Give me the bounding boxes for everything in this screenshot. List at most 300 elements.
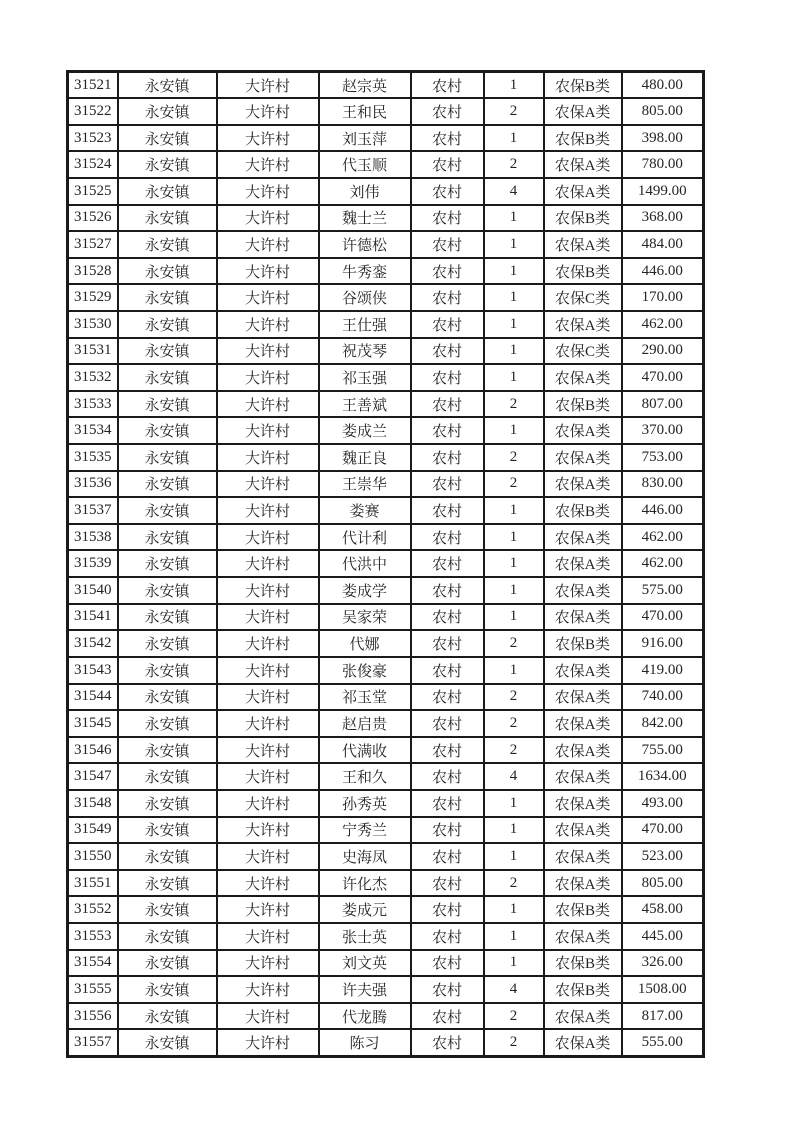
cell-village: 大许村 bbox=[217, 976, 319, 1003]
cell-id: 31552 bbox=[68, 896, 118, 923]
cell-person_count: 1 bbox=[484, 923, 544, 950]
cell-person_count: 2 bbox=[484, 710, 544, 737]
cell-name: 刘伟 bbox=[319, 178, 411, 205]
table-row bbox=[68, 1003, 704, 1030]
cell-person_count: 1 bbox=[484, 577, 544, 604]
cell-id: 31523 bbox=[68, 125, 118, 152]
table-row bbox=[68, 205, 704, 232]
cell-person_count: 1 bbox=[484, 258, 544, 285]
cell-amount: 523.00 bbox=[622, 843, 704, 870]
cell-town: 永安镇 bbox=[118, 391, 217, 418]
cell-town: 永安镇 bbox=[118, 577, 217, 604]
cell-name: 许化杰 bbox=[319, 870, 411, 897]
cell-id: 31529 bbox=[68, 284, 118, 311]
cell-name: 娄成元 bbox=[319, 896, 411, 923]
cell-town: 永安镇 bbox=[118, 258, 217, 285]
table-row bbox=[68, 550, 704, 577]
cell-person_count: 1 bbox=[484, 497, 544, 524]
cell-id: 31531 bbox=[68, 338, 118, 365]
cell-amount: 462.00 bbox=[622, 311, 704, 338]
cell-id: 31539 bbox=[68, 550, 118, 577]
cell-name: 代计利 bbox=[319, 524, 411, 551]
cell-town: 永安镇 bbox=[118, 976, 217, 1003]
cell-town: 永安镇 bbox=[118, 231, 217, 258]
cell-residence_type: 农村 bbox=[411, 630, 484, 657]
table-row bbox=[68, 311, 704, 338]
cell-village: 大许村 bbox=[217, 1029, 319, 1056]
cell-amount: 458.00 bbox=[622, 896, 704, 923]
cell-town: 永安镇 bbox=[118, 870, 217, 897]
cell-name: 祁玉强 bbox=[319, 364, 411, 391]
cell-residence_type: 农村 bbox=[411, 843, 484, 870]
cell-residence_type: 农村 bbox=[411, 125, 484, 152]
cell-id: 31530 bbox=[68, 311, 118, 338]
cell-name: 代玉顺 bbox=[319, 151, 411, 178]
cell-village: 大许村 bbox=[217, 205, 319, 232]
cell-person_count: 1 bbox=[484, 950, 544, 977]
cell-person_count: 1 bbox=[484, 125, 544, 152]
cell-name: 王崇华 bbox=[319, 471, 411, 498]
cell-residence_type: 农村 bbox=[411, 710, 484, 737]
cell-residence_type: 农村 bbox=[411, 471, 484, 498]
cell-amount: 916.00 bbox=[622, 630, 704, 657]
cell-amount: 446.00 bbox=[622, 497, 704, 524]
cell-name: 王和久 bbox=[319, 763, 411, 790]
cell-residence_type: 农村 bbox=[411, 790, 484, 817]
table-row bbox=[68, 577, 704, 604]
cell-residence_type: 农村 bbox=[411, 391, 484, 418]
cell-insurance_category: 农保A类 bbox=[544, 737, 622, 764]
cell-residence_type: 农村 bbox=[411, 72, 484, 99]
cell-residence_type: 农村 bbox=[411, 896, 484, 923]
cell-person_count: 4 bbox=[484, 976, 544, 1003]
cell-person_count: 1 bbox=[484, 311, 544, 338]
cell-town: 永安镇 bbox=[118, 604, 217, 631]
cell-town: 永安镇 bbox=[118, 790, 217, 817]
cell-village: 大许村 bbox=[217, 471, 319, 498]
cell-residence_type: 农村 bbox=[411, 950, 484, 977]
cell-amount: 290.00 bbox=[622, 338, 704, 365]
cell-person_count: 2 bbox=[484, 1029, 544, 1056]
cell-village: 大许村 bbox=[217, 657, 319, 684]
cell-id: 31527 bbox=[68, 231, 118, 258]
cell-person_count: 2 bbox=[484, 684, 544, 711]
cell-village: 大许村 bbox=[217, 790, 319, 817]
cell-town: 永安镇 bbox=[118, 205, 217, 232]
cell-village: 大许村 bbox=[217, 577, 319, 604]
cell-id: 31553 bbox=[68, 923, 118, 950]
cell-person_count: 1 bbox=[484, 896, 544, 923]
cell-insurance_category: 农保A类 bbox=[544, 577, 622, 604]
cell-residence_type: 农村 bbox=[411, 976, 484, 1003]
cell-id: 31547 bbox=[68, 763, 118, 790]
cell-amount: 805.00 bbox=[622, 98, 704, 125]
cell-insurance_category: 农保A类 bbox=[544, 524, 622, 551]
cell-name: 娄成学 bbox=[319, 577, 411, 604]
cell-residence_type: 农村 bbox=[411, 1003, 484, 1030]
cell-village: 大许村 bbox=[217, 737, 319, 764]
cell-amount: 807.00 bbox=[622, 391, 704, 418]
cell-amount: 805.00 bbox=[622, 870, 704, 897]
cell-id: 31524 bbox=[68, 151, 118, 178]
cell-person_count: 1 bbox=[484, 604, 544, 631]
cell-village: 大许村 bbox=[217, 843, 319, 870]
cell-insurance_category: 农保A类 bbox=[544, 843, 622, 870]
cell-insurance_category: 农保B类 bbox=[544, 976, 622, 1003]
cell-id: 31522 bbox=[68, 98, 118, 125]
cell-amount: 170.00 bbox=[622, 284, 704, 311]
cell-amount: 493.00 bbox=[622, 790, 704, 817]
cell-person_count: 2 bbox=[484, 471, 544, 498]
cell-town: 永安镇 bbox=[118, 151, 217, 178]
cell-id: 31551 bbox=[68, 870, 118, 897]
cell-person_count: 4 bbox=[484, 763, 544, 790]
cell-town: 永安镇 bbox=[118, 630, 217, 657]
table-row bbox=[68, 763, 704, 790]
cell-village: 大许村 bbox=[217, 231, 319, 258]
cell-id: 31545 bbox=[68, 710, 118, 737]
cell-village: 大许村 bbox=[217, 710, 319, 737]
cell-amount: 830.00 bbox=[622, 471, 704, 498]
cell-village: 大许村 bbox=[217, 258, 319, 285]
cell-name: 牛秀銮 bbox=[319, 258, 411, 285]
cell-insurance_category: 农保A类 bbox=[544, 710, 622, 737]
cell-insurance_category: 农保A类 bbox=[544, 790, 622, 817]
cell-amount: 575.00 bbox=[622, 577, 704, 604]
cell-person_count: 1 bbox=[484, 524, 544, 551]
cell-insurance_category: 农保B类 bbox=[544, 258, 622, 285]
cell-name: 赵宗英 bbox=[319, 72, 411, 99]
cell-name: 孙秀英 bbox=[319, 790, 411, 817]
table-row bbox=[68, 1029, 704, 1056]
table-row bbox=[68, 471, 704, 498]
cell-name: 张士英 bbox=[319, 923, 411, 950]
table-row bbox=[68, 284, 704, 311]
cell-insurance_category: 农保B类 bbox=[544, 950, 622, 977]
cell-name: 刘文英 bbox=[319, 950, 411, 977]
cell-residence_type: 农村 bbox=[411, 311, 484, 338]
cell-id: 31550 bbox=[68, 843, 118, 870]
cell-id: 31544 bbox=[68, 684, 118, 711]
cell-insurance_category: 农保A类 bbox=[544, 684, 622, 711]
cell-amount: 484.00 bbox=[622, 231, 704, 258]
cell-name: 代满收 bbox=[319, 737, 411, 764]
cell-person_count: 1 bbox=[484, 417, 544, 444]
cell-village: 大许村 bbox=[217, 151, 319, 178]
cell-id: 31525 bbox=[68, 178, 118, 205]
table-row bbox=[68, 790, 704, 817]
cell-amount: 446.00 bbox=[622, 258, 704, 285]
cell-insurance_category: 农保A类 bbox=[544, 471, 622, 498]
cell-id: 31540 bbox=[68, 577, 118, 604]
cell-name: 史海凤 bbox=[319, 843, 411, 870]
table-row bbox=[68, 817, 704, 844]
cell-insurance_category: 农保C类 bbox=[544, 338, 622, 365]
cell-person_count: 2 bbox=[484, 391, 544, 418]
cell-residence_type: 农村 bbox=[411, 604, 484, 631]
cell-id: 31541 bbox=[68, 604, 118, 631]
cell-id: 31543 bbox=[68, 657, 118, 684]
cell-id: 31533 bbox=[68, 391, 118, 418]
cell-name: 代洪中 bbox=[319, 550, 411, 577]
cell-village: 大许村 bbox=[217, 524, 319, 551]
cell-town: 永安镇 bbox=[118, 923, 217, 950]
cell-village: 大许村 bbox=[217, 417, 319, 444]
records-table bbox=[66, 70, 705, 1058]
cell-residence_type: 农村 bbox=[411, 178, 484, 205]
cell-amount: 398.00 bbox=[622, 125, 704, 152]
cell-insurance_category: 农保A类 bbox=[544, 151, 622, 178]
table-row bbox=[68, 151, 704, 178]
cell-town: 永安镇 bbox=[118, 98, 217, 125]
cell-town: 永安镇 bbox=[118, 843, 217, 870]
cell-amount: 1499.00 bbox=[622, 178, 704, 205]
table-row bbox=[68, 657, 704, 684]
cell-name: 宁秀兰 bbox=[319, 817, 411, 844]
cell-village: 大许村 bbox=[217, 684, 319, 711]
cell-person_count: 2 bbox=[484, 870, 544, 897]
cell-town: 永安镇 bbox=[118, 737, 217, 764]
cell-id: 31538 bbox=[68, 524, 118, 551]
cell-insurance_category: 农保A类 bbox=[544, 98, 622, 125]
cell-name: 王善斌 bbox=[319, 391, 411, 418]
table-row bbox=[68, 870, 704, 897]
cell-residence_type: 农村 bbox=[411, 258, 484, 285]
cell-residence_type: 农村 bbox=[411, 1029, 484, 1056]
table-row bbox=[68, 444, 704, 471]
cell-name: 王和民 bbox=[319, 98, 411, 125]
cell-residence_type: 农村 bbox=[411, 923, 484, 950]
cell-amount: 419.00 bbox=[622, 657, 704, 684]
cell-person_count: 2 bbox=[484, 630, 544, 657]
table-row bbox=[68, 391, 704, 418]
table-row bbox=[68, 524, 704, 551]
cell-residence_type: 农村 bbox=[411, 231, 484, 258]
cell-residence_type: 农村 bbox=[411, 870, 484, 897]
cell-amount: 470.00 bbox=[622, 817, 704, 844]
cell-town: 永安镇 bbox=[118, 1029, 217, 1056]
cell-amount: 445.00 bbox=[622, 923, 704, 950]
cell-insurance_category: 农保A类 bbox=[544, 870, 622, 897]
cell-residence_type: 农村 bbox=[411, 684, 484, 711]
cell-name: 娄成兰 bbox=[319, 417, 411, 444]
cell-village: 大许村 bbox=[217, 950, 319, 977]
cell-town: 永安镇 bbox=[118, 364, 217, 391]
cell-person_count: 2 bbox=[484, 1003, 544, 1030]
cell-insurance_category: 农保A类 bbox=[544, 657, 622, 684]
cell-amount: 480.00 bbox=[622, 72, 704, 99]
cell-village: 大许村 bbox=[217, 763, 319, 790]
cell-id: 31556 bbox=[68, 1003, 118, 1030]
cell-village: 大许村 bbox=[217, 364, 319, 391]
cell-insurance_category: 农保A类 bbox=[544, 1003, 622, 1030]
cell-village: 大许村 bbox=[217, 870, 319, 897]
cell-amount: 753.00 bbox=[622, 444, 704, 471]
cell-town: 永安镇 bbox=[118, 497, 217, 524]
table-row bbox=[68, 178, 704, 205]
cell-town: 永安镇 bbox=[118, 444, 217, 471]
cell-insurance_category: 农保A类 bbox=[544, 923, 622, 950]
table-row bbox=[68, 630, 704, 657]
cell-residence_type: 农村 bbox=[411, 444, 484, 471]
table-row bbox=[68, 364, 704, 391]
cell-name: 代娜 bbox=[319, 630, 411, 657]
cell-residence_type: 农村 bbox=[411, 364, 484, 391]
cell-person_count: 1 bbox=[484, 284, 544, 311]
cell-town: 永安镇 bbox=[118, 1003, 217, 1030]
cell-id: 31521 bbox=[68, 72, 118, 99]
cell-town: 永安镇 bbox=[118, 311, 217, 338]
cell-person_count: 2 bbox=[484, 98, 544, 125]
cell-town: 永安镇 bbox=[118, 524, 217, 551]
cell-town: 永安镇 bbox=[118, 950, 217, 977]
cell-insurance_category: 农保A类 bbox=[544, 444, 622, 471]
cell-person_count: 1 bbox=[484, 843, 544, 870]
cell-name: 吴家荣 bbox=[319, 604, 411, 631]
table-row bbox=[68, 843, 704, 870]
cell-amount: 326.00 bbox=[622, 950, 704, 977]
cell-insurance_category: 农保A类 bbox=[544, 604, 622, 631]
cell-insurance_category: 农保B类 bbox=[544, 896, 622, 923]
cell-id: 31557 bbox=[68, 1029, 118, 1056]
cell-insurance_category: 农保A类 bbox=[544, 550, 622, 577]
cell-insurance_category: 农保A类 bbox=[544, 417, 622, 444]
cell-name: 谷颂侠 bbox=[319, 284, 411, 311]
cell-village: 大许村 bbox=[217, 444, 319, 471]
cell-name: 陈习 bbox=[319, 1029, 411, 1056]
cell-residence_type: 农村 bbox=[411, 657, 484, 684]
cell-town: 永安镇 bbox=[118, 125, 217, 152]
cell-village: 大许村 bbox=[217, 497, 319, 524]
cell-person_count: 2 bbox=[484, 444, 544, 471]
table-row bbox=[68, 338, 704, 365]
cell-id: 31555 bbox=[68, 976, 118, 1003]
cell-person_count: 2 bbox=[484, 151, 544, 178]
cell-residence_type: 农村 bbox=[411, 817, 484, 844]
cell-village: 大许村 bbox=[217, 72, 319, 99]
cell-town: 永安镇 bbox=[118, 72, 217, 99]
cell-name: 许德松 bbox=[319, 231, 411, 258]
cell-amount: 842.00 bbox=[622, 710, 704, 737]
cell-person_count: 1 bbox=[484, 790, 544, 817]
cell-person_count: 1 bbox=[484, 231, 544, 258]
cell-residence_type: 农村 bbox=[411, 151, 484, 178]
cell-name: 王仕强 bbox=[319, 311, 411, 338]
cell-insurance_category: 农保B类 bbox=[544, 72, 622, 99]
cell-amount: 462.00 bbox=[622, 524, 704, 551]
cell-amount: 1634.00 bbox=[622, 763, 704, 790]
cell-person_count: 1 bbox=[484, 364, 544, 391]
cell-residence_type: 农村 bbox=[411, 205, 484, 232]
cell-village: 大许村 bbox=[217, 604, 319, 631]
table-row bbox=[68, 72, 704, 99]
cell-insurance_category: 农保A类 bbox=[544, 364, 622, 391]
table-row bbox=[68, 710, 704, 737]
cell-person_count: 1 bbox=[484, 338, 544, 365]
cell-id: 31548 bbox=[68, 790, 118, 817]
cell-insurance_category: 农保B类 bbox=[544, 125, 622, 152]
cell-person_count: 4 bbox=[484, 178, 544, 205]
cell-town: 永安镇 bbox=[118, 657, 217, 684]
cell-village: 大许村 bbox=[217, 1003, 319, 1030]
cell-town: 永安镇 bbox=[118, 710, 217, 737]
cell-insurance_category: 农保A类 bbox=[544, 817, 622, 844]
cell-residence_type: 农村 bbox=[411, 497, 484, 524]
cell-id: 31554 bbox=[68, 950, 118, 977]
cell-insurance_category: 农保A类 bbox=[544, 1029, 622, 1056]
cell-id: 31534 bbox=[68, 417, 118, 444]
cell-town: 永安镇 bbox=[118, 471, 217, 498]
cell-town: 永安镇 bbox=[118, 550, 217, 577]
cell-name: 祁玉堂 bbox=[319, 684, 411, 711]
cell-residence_type: 农村 bbox=[411, 284, 484, 311]
cell-village: 大许村 bbox=[217, 896, 319, 923]
cell-name: 许夫强 bbox=[319, 976, 411, 1003]
cell-id: 31528 bbox=[68, 258, 118, 285]
cell-name: 娄赛 bbox=[319, 497, 411, 524]
cell-person_count: 1 bbox=[484, 72, 544, 99]
cell-town: 永安镇 bbox=[118, 178, 217, 205]
records-table-body bbox=[68, 72, 704, 1057]
cell-insurance_category: 农保A类 bbox=[544, 178, 622, 205]
cell-town: 永安镇 bbox=[118, 684, 217, 711]
table-row bbox=[68, 976, 704, 1003]
cell-town: 永安镇 bbox=[118, 817, 217, 844]
cell-town: 永安镇 bbox=[118, 763, 217, 790]
cell-village: 大许村 bbox=[217, 817, 319, 844]
cell-name: 代龙腾 bbox=[319, 1003, 411, 1030]
cell-id: 31526 bbox=[68, 205, 118, 232]
cell-town: 永安镇 bbox=[118, 338, 217, 365]
cell-amount: 462.00 bbox=[622, 550, 704, 577]
cell-residence_type: 农村 bbox=[411, 737, 484, 764]
table-row bbox=[68, 231, 704, 258]
cell-name: 张俊豪 bbox=[319, 657, 411, 684]
cell-village: 大许村 bbox=[217, 125, 319, 152]
cell-residence_type: 农村 bbox=[411, 577, 484, 604]
cell-village: 大许村 bbox=[217, 284, 319, 311]
cell-name: 赵启贵 bbox=[319, 710, 411, 737]
cell-id: 31546 bbox=[68, 737, 118, 764]
cell-insurance_category: 农保A类 bbox=[544, 763, 622, 790]
cell-town: 永安镇 bbox=[118, 284, 217, 311]
cell-name: 祝茂琴 bbox=[319, 338, 411, 365]
cell-insurance_category: 农保C类 bbox=[544, 284, 622, 311]
table-row bbox=[68, 684, 704, 711]
cell-person_count: 2 bbox=[484, 737, 544, 764]
table-row bbox=[68, 497, 704, 524]
cell-amount: 740.00 bbox=[622, 684, 704, 711]
cell-village: 大许村 bbox=[217, 178, 319, 205]
cell-residence_type: 农村 bbox=[411, 98, 484, 125]
cell-id: 31537 bbox=[68, 497, 118, 524]
cell-residence_type: 农村 bbox=[411, 417, 484, 444]
cell-residence_type: 农村 bbox=[411, 550, 484, 577]
table-row bbox=[68, 604, 704, 631]
cell-id: 31549 bbox=[68, 817, 118, 844]
cell-insurance_category: 农保A类 bbox=[544, 231, 622, 258]
cell-village: 大许村 bbox=[217, 338, 319, 365]
cell-person_count: 1 bbox=[484, 550, 544, 577]
table-row bbox=[68, 896, 704, 923]
cell-amount: 470.00 bbox=[622, 364, 704, 391]
cell-village: 大许村 bbox=[217, 630, 319, 657]
cell-person_count: 1 bbox=[484, 205, 544, 232]
cell-id: 31535 bbox=[68, 444, 118, 471]
cell-name: 魏士兰 bbox=[319, 205, 411, 232]
cell-town: 永安镇 bbox=[118, 417, 217, 444]
cell-residence_type: 农村 bbox=[411, 524, 484, 551]
